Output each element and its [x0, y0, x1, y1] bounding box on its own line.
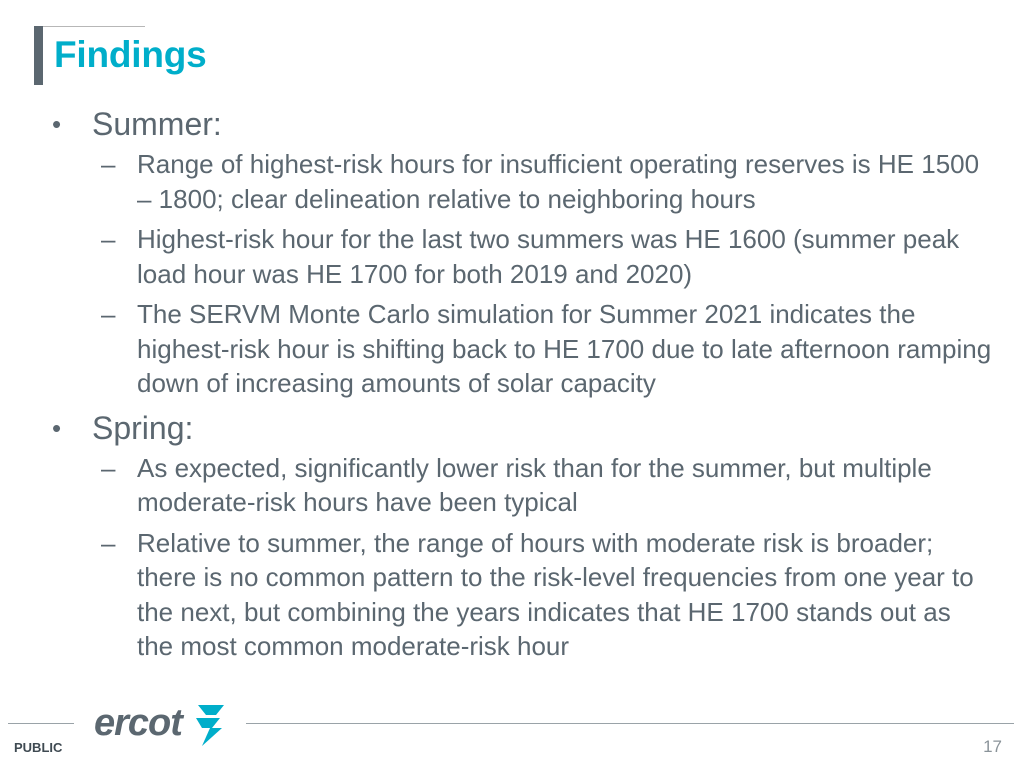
slide-title: Findings	[54, 34, 207, 75]
lightning-bolt-icon	[190, 702, 228, 748]
title-top-rule	[35, 26, 145, 27]
dash-icon: –	[101, 299, 116, 329]
bullet-heading: Spring:	[92, 409, 194, 446]
dash-icon: –	[101, 224, 116, 254]
classification-label: PUBLIC	[14, 740, 63, 755]
footer-rule-right	[246, 723, 1014, 724]
title-accent-bar	[34, 26, 43, 85]
bullet-dot-icon: •	[52, 412, 62, 443]
bullet-summer	[0, 105, 1024, 143]
summer-sub-list	[0, 147, 1024, 401]
sub-item	[0, 222, 1024, 291]
footer-rule-left	[8, 723, 74, 724]
sub-item-text: Highest-risk hour for the last two summers was HE 1600 (summer peak load hour was HE 1700 for both 2019 and 2020)	[137, 224, 960, 289]
sub-item	[0, 526, 1024, 664]
sub-item-text: The SERVM Monte Carlo simulation for Summer 2021 indicates the highest-risk hour is shifting back to HE 1700 due to late afternoon ramping down of increasing amounts of solar capacity	[137, 299, 992, 398]
bullet-heading: Summer:	[92, 106, 222, 142]
dash-icon: –	[101, 149, 116, 179]
slide-body	[0, 105, 1024, 670]
sub-item-text: Relative to summer, the range of hours with moderate risk is broader; there is no common pattern to the risk-level frequencies from one year to the next, but combining the years indicates that HE 1700 stands out as the most common moderate-risk hour	[137, 527, 974, 661]
ercot-logo	[94, 700, 234, 752]
bullet-dot-icon: •	[52, 109, 62, 139]
dash-icon: –	[101, 452, 116, 483]
spring-sub-list	[0, 451, 1024, 664]
dash-icon: –	[101, 527, 116, 558]
page-number: 17	[983, 737, 1002, 756]
sub-item	[0, 147, 1024, 216]
sub-item	[0, 297, 1024, 401]
sub-item-text: Range of highest-risk hours for insufficient operating reserves is HE 1500 – 1800; clear delineation relative to neighboring hours	[137, 149, 980, 214]
bullet-spring	[0, 409, 1024, 447]
logo-wordmark: ercot	[94, 702, 182, 744]
sub-item-text: As expected, significantly lower risk than for the summer, but multiple moderate-risk hours have been typical	[137, 452, 932, 517]
sub-item	[0, 451, 1024, 520]
